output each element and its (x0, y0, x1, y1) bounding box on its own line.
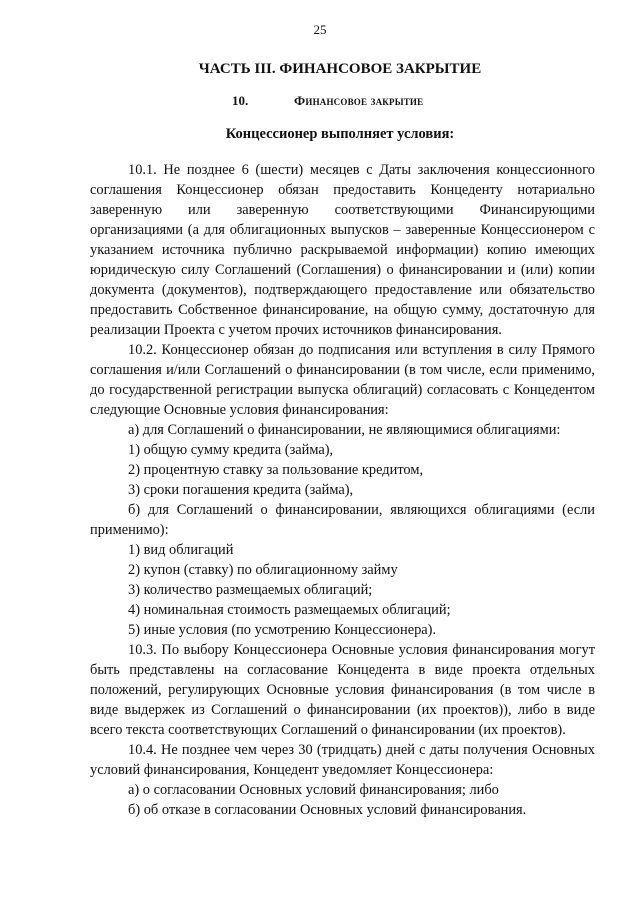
section-number: 10. (232, 93, 249, 108)
list-item-b-4: 4) номинальная стоимость размещаемых облигаций; (128, 602, 451, 618)
list-item-a-3: 3) сроки погашения кредита (займа), (128, 482, 354, 498)
list-item-b-2: 2) купон (ставку) по облигационному займу (128, 562, 398, 578)
list-item-10-4-b: б) об отказе в согласовании Основных условий финансирования. (128, 802, 527, 818)
part-title: ЧАСТЬ III. ФИНАНСОВОЕ ЗАКРЫТИЕ (198, 61, 482, 77)
paragraph-10-3: 10.3. По выбору Концессионера Основные условия финансирования могут быть представлены на согласование Концедента в виде проекта отдельных положений, регулирующих Основные условия финансирования (в том числе в виде выдержек из Соглашений о финансировании (их проектов)), либо в виде всего текста соответствующих Соглашений о финансировании (их проектов). (90, 642, 595, 738)
list-item-b-5: 5) иные условия (по усмотрению Концессионера). (128, 622, 437, 638)
conditions-heading: Концессионер выполняет условия: (225, 126, 455, 142)
list-item-b-1: 1) вид облигаций (128, 542, 234, 558)
section-title: Финансовое закрытие (294, 93, 424, 108)
list-item-a-1: 1) общую сумму кредита (займа), (128, 442, 334, 458)
paragraph-10-4: 10.4. Не позднее чем через 30 (тридцать) дней с даты получения Основных условий финансирования, Концедент уведомляет Концессионера: (90, 742, 595, 778)
list-item-b: б) для Соглашений о финансировании, являющихся облигациями (если применимо): (90, 502, 595, 538)
paragraph-10-1: 10.1. Не позднее 6 (шести) месяцев с Даты заключения концессионного соглашения Концессионер обязан предоставить Концеденту нотариально заверенную или заверенную соответствующими Финансирующими организациями (а для облигационных выпусков – заверенные Концессионером с указанием источника публично раскрываемой информации) копию имеющих юридическую силу Соглашений (Соглашения) о финансировании и (или) копии документа (документов), подтверждающего предоставление или обязательство предоставить Собственное финансирование, на общую сумму, достаточную для реализации Проекта с учетом прочих источников финансирования. (90, 162, 595, 338)
list-item-10-4-a: а) о согласовании Основных условий финансирования; либо (128, 782, 499, 798)
body-text (90, 160, 595, 820)
page-number: 25 (313, 22, 327, 37)
list-item-a-2: 2) процентную ставку за пользование кредитом, (128, 462, 424, 478)
paragraph-10-2: 10.2. Концессионер обязан до подписания или вступления в силу Прямого соглашения и/или Соглашений о финансировании (в том числе, если применимо, до государственной регистрации выпуска облигаций) согласовать с Концедентом следующие Основные условия финансирования: (90, 342, 595, 418)
list-item-a: а) для Соглашений о финансировании, не являющимися облигациями: (128, 422, 561, 438)
list-item-b-3: 3) количество размещаемых облигаций; (128, 582, 373, 598)
